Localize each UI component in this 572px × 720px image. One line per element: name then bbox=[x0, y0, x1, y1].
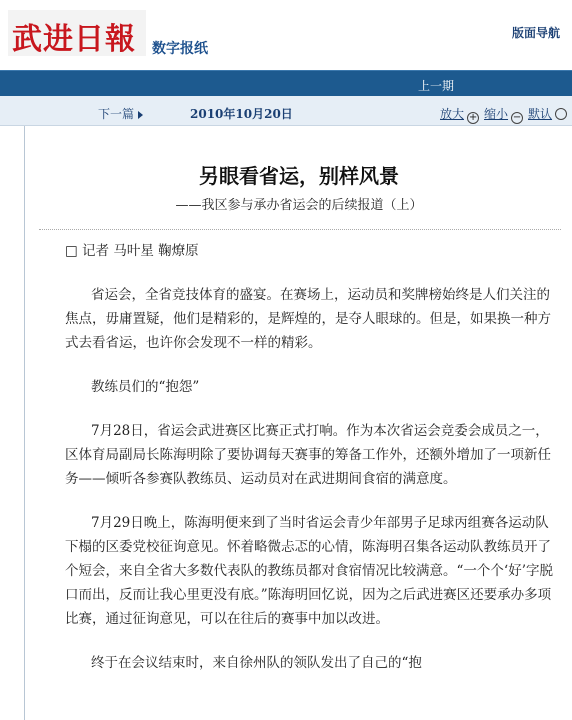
title-divider bbox=[39, 229, 561, 230]
article-panel bbox=[24, 126, 572, 720]
zoom-in-icon[interactable]: + bbox=[468, 112, 478, 123]
zoom-out-icon[interactable]: − bbox=[512, 112, 522, 123]
newspaper-logo[interactable]: 武进日報 bbox=[12, 22, 136, 57]
digital-newspaper-label: 数字报纸 bbox=[152, 41, 208, 57]
article-paragraph: 7月28日，省运会武进赛区比赛正式打响。作为本次省运会竞委会成员之一，区体育局副局长陈海明除了要协调每天赛事的筹备工作外，还额外增加了一项新任务——倾听各参赛队教练员、运动员对在武进期间食宿的满意度。 bbox=[65, 423, 551, 487]
zoom-default-icon[interactable] bbox=[555, 108, 567, 120]
article-paragraph: 7月29日晚上，陈海明便来到了当时省运会青少年部男子足球丙组赛各运动队下榻的区委党校征询意见。怀着略微忐忑的心情，陈海明召集各运动队教练员开了个短会，来自全省大多数代表队的教练员都对食宿情况比较满意。“一个个‘好’字脱口而出，反而让我心里更没有底。”陈海明回忆说，因为之后武进赛区还要承办多项比赛，通过征询意见，可以在往后的赛事中加以改进。 bbox=[65, 515, 553, 627]
next-article-label[interactable]: 下一篇 bbox=[98, 107, 135, 121]
article-paragraph: 终于在会议结束时，来自徐州队的领队发出了自己的“抱 bbox=[91, 655, 422, 671]
issue-nav-bar bbox=[0, 70, 572, 96]
previous-issue-link[interactable]: 上一期 bbox=[418, 79, 455, 93]
zoom-default-link[interactable]: 默认 bbox=[528, 107, 553, 121]
page-navigation-link[interactable]: 版面导航 bbox=[511, 26, 560, 40]
section-heading: 教练员们的“抱怨” bbox=[91, 379, 200, 395]
next-article-link[interactable] bbox=[98, 105, 143, 122]
zoom-out-link[interactable]: 缩小 bbox=[484, 107, 509, 121]
article-paragraph: 省运会，全省竞技体育的盛宴。在赛场上，运动员和奖牌榜始终是人们关注的焦点，毋庸置疑，他们是精彩的，是辉煌的，是夺人眼球的。但是，如果换一种方式去看省运，也许你会发现不一样的精彩。 bbox=[65, 287, 551, 351]
article-toolbar bbox=[0, 96, 572, 126]
site-header bbox=[0, 0, 572, 70]
arrow-right-icon bbox=[138, 111, 143, 119]
article-subtitle: ——我区参与承办省运会的后续报道（上） bbox=[175, 198, 423, 213]
article-body bbox=[65, 236, 561, 675]
article-byline: □ 记者 马叶星 鞠燎原 bbox=[65, 243, 199, 259]
article-title: 另眼看省运，别样风景 bbox=[199, 164, 399, 188]
issue-date: 2010年10月20日 bbox=[190, 107, 293, 121]
zoom-in-link[interactable]: 放大 bbox=[440, 107, 465, 121]
zoom-controls bbox=[440, 105, 572, 124]
